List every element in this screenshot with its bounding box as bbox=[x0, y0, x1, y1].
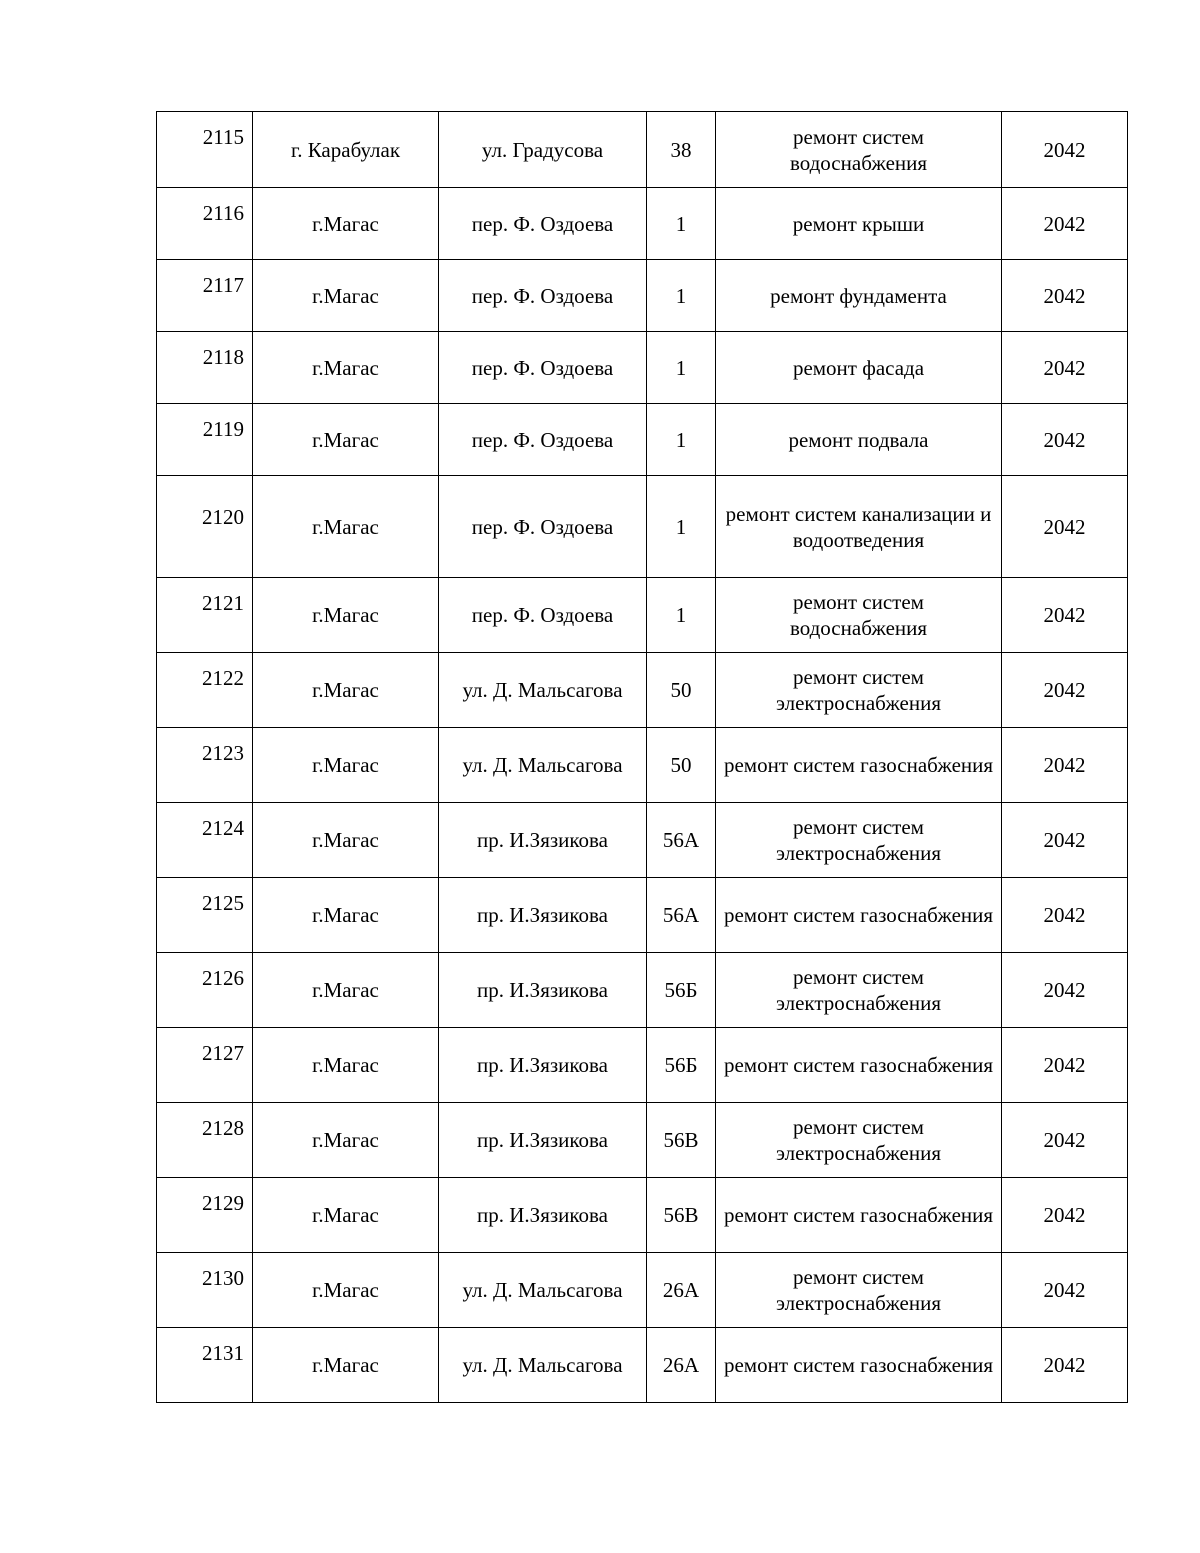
year-cell: 2042 bbox=[1002, 803, 1128, 878]
table-row bbox=[157, 1328, 1128, 1403]
work-type-cell: ремонт систем электроснабжения bbox=[716, 803, 1002, 878]
street-cell: ул. Д. Мальсагова bbox=[439, 728, 647, 803]
table-row bbox=[157, 1103, 1128, 1178]
table-row bbox=[157, 953, 1128, 1028]
work-type-cell: ремонт систем электроснабжения bbox=[716, 1103, 1002, 1178]
house-cell: 56Б bbox=[647, 1028, 716, 1103]
row-number: 2115 bbox=[157, 112, 253, 188]
row-number: 2126 bbox=[157, 953, 253, 1028]
table-row bbox=[157, 260, 1128, 332]
table-body bbox=[157, 112, 1128, 1403]
table-row bbox=[157, 476, 1128, 578]
street-cell: пер. Ф. Оздоева bbox=[439, 260, 647, 332]
house-cell: 56А bbox=[647, 878, 716, 953]
year-cell: 2042 bbox=[1002, 953, 1128, 1028]
house-cell: 1 bbox=[647, 188, 716, 260]
city-cell: г.Магас bbox=[253, 188, 439, 260]
city-cell: г.Магас bbox=[253, 1253, 439, 1328]
table-row bbox=[157, 1253, 1128, 1328]
work-type-cell: ремонт систем газоснабжения bbox=[716, 1328, 1002, 1403]
row-number: 2116 bbox=[157, 188, 253, 260]
row-number: 2131 bbox=[157, 1328, 253, 1403]
year-cell: 2042 bbox=[1002, 1328, 1128, 1403]
table-row bbox=[157, 578, 1128, 653]
row-number: 2118 bbox=[157, 332, 253, 404]
house-cell: 56А bbox=[647, 803, 716, 878]
house-cell: 26А bbox=[647, 1328, 716, 1403]
row-number: 2129 bbox=[157, 1178, 253, 1253]
year-cell: 2042 bbox=[1002, 578, 1128, 653]
work-type-cell: ремонт систем канализации и водоотведения bbox=[716, 476, 1002, 578]
work-type-cell: ремонт фундамента bbox=[716, 260, 1002, 332]
street-cell: пр. И.Зязикова bbox=[439, 1178, 647, 1253]
work-type-cell: ремонт крыши bbox=[716, 188, 1002, 260]
year-cell: 2042 bbox=[1002, 188, 1128, 260]
table-row bbox=[157, 1028, 1128, 1103]
work-type-cell: ремонт подвала bbox=[716, 404, 1002, 476]
city-cell: г.Магас bbox=[253, 803, 439, 878]
city-cell: г. Карабулак bbox=[253, 112, 439, 188]
row-number: 2127 bbox=[157, 1028, 253, 1103]
city-cell: г.Магас bbox=[253, 1103, 439, 1178]
house-cell: 1 bbox=[647, 332, 716, 404]
work-type-cell: ремонт систем газоснабжения bbox=[716, 878, 1002, 953]
table-row bbox=[157, 803, 1128, 878]
table-row bbox=[157, 188, 1128, 260]
street-cell: пер. Ф. Оздоева bbox=[439, 188, 647, 260]
row-number: 2122 bbox=[157, 653, 253, 728]
house-cell: 56Б bbox=[647, 953, 716, 1028]
row-number: 2125 bbox=[157, 878, 253, 953]
row-number: 2130 bbox=[157, 1253, 253, 1328]
year-cell: 2042 bbox=[1002, 728, 1128, 803]
year-cell: 2042 bbox=[1002, 1178, 1128, 1253]
city-cell: г.Магас bbox=[253, 878, 439, 953]
city-cell: г.Магас bbox=[253, 578, 439, 653]
table-row bbox=[157, 112, 1128, 188]
house-cell: 56В bbox=[647, 1103, 716, 1178]
street-cell: пер. Ф. Оздоева bbox=[439, 476, 647, 578]
street-cell: пр. И.Зязикова bbox=[439, 878, 647, 953]
table-row bbox=[157, 332, 1128, 404]
house-cell: 56В bbox=[647, 1178, 716, 1253]
row-number: 2117 bbox=[157, 260, 253, 332]
work-type-cell: ремонт систем электроснабжения bbox=[716, 953, 1002, 1028]
street-cell: ул. Д. Мальсагова bbox=[439, 1328, 647, 1403]
work-type-cell: ремонт систем газоснабжения bbox=[716, 1028, 1002, 1103]
year-cell: 2042 bbox=[1002, 653, 1128, 728]
table-row bbox=[157, 728, 1128, 803]
row-number: 2121 bbox=[157, 578, 253, 653]
house-cell: 1 bbox=[647, 260, 716, 332]
table-row bbox=[157, 653, 1128, 728]
repair-schedule-table bbox=[156, 111, 1128, 1403]
work-type-cell: ремонт систем электроснабжения bbox=[716, 1253, 1002, 1328]
city-cell: г.Магас bbox=[253, 1178, 439, 1253]
house-cell: 26А bbox=[647, 1253, 716, 1328]
house-cell: 50 bbox=[647, 728, 716, 803]
city-cell: г.Магас bbox=[253, 653, 439, 728]
work-type-cell: ремонт систем водоснабжения bbox=[716, 112, 1002, 188]
year-cell: 2042 bbox=[1002, 476, 1128, 578]
city-cell: г.Магас bbox=[253, 1028, 439, 1103]
city-cell: г.Магас bbox=[253, 476, 439, 578]
city-cell: г.Магас bbox=[253, 728, 439, 803]
year-cell: 2042 bbox=[1002, 404, 1128, 476]
work-type-cell: ремонт систем водоснабжения bbox=[716, 578, 1002, 653]
row-number: 2119 bbox=[157, 404, 253, 476]
row-number: 2120 bbox=[157, 476, 253, 578]
row-number: 2123 bbox=[157, 728, 253, 803]
year-cell: 2042 bbox=[1002, 1103, 1128, 1178]
house-cell: 38 bbox=[647, 112, 716, 188]
city-cell: г.Магас bbox=[253, 260, 439, 332]
work-type-cell: ремонт фасада bbox=[716, 332, 1002, 404]
year-cell: 2042 bbox=[1002, 1253, 1128, 1328]
work-type-cell: ремонт систем газоснабжения bbox=[716, 728, 1002, 803]
street-cell: пер. Ф. Оздоева bbox=[439, 578, 647, 653]
house-cell: 1 bbox=[647, 404, 716, 476]
year-cell: 2042 bbox=[1002, 112, 1128, 188]
house-cell: 50 bbox=[647, 653, 716, 728]
row-number: 2128 bbox=[157, 1103, 253, 1178]
street-cell: пер. Ф. Оздоева bbox=[439, 332, 647, 404]
street-cell: пр. И.Зязикова bbox=[439, 953, 647, 1028]
house-cell: 1 bbox=[647, 476, 716, 578]
row-number: 2124 bbox=[157, 803, 253, 878]
street-cell: пр. И.Зязикова bbox=[439, 1103, 647, 1178]
year-cell: 2042 bbox=[1002, 878, 1128, 953]
street-cell: ул. Д. Мальсагова bbox=[439, 653, 647, 728]
city-cell: г.Магас bbox=[253, 404, 439, 476]
year-cell: 2042 bbox=[1002, 332, 1128, 404]
table-row bbox=[157, 1178, 1128, 1253]
street-cell: пр. И.Зязикова bbox=[439, 803, 647, 878]
street-cell: ул. Градусова bbox=[439, 112, 647, 188]
street-cell: пер. Ф. Оздоева bbox=[439, 404, 647, 476]
work-type-cell: ремонт систем газоснабжения bbox=[716, 1178, 1002, 1253]
street-cell: пр. И.Зязикова bbox=[439, 1028, 647, 1103]
work-type-cell: ремонт систем электроснабжения bbox=[716, 653, 1002, 728]
city-cell: г.Магас bbox=[253, 953, 439, 1028]
year-cell: 2042 bbox=[1002, 260, 1128, 332]
city-cell: г.Магас bbox=[253, 332, 439, 404]
city-cell: г.Магас bbox=[253, 1328, 439, 1403]
year-cell: 2042 bbox=[1002, 1028, 1128, 1103]
table-row bbox=[157, 878, 1128, 953]
house-cell: 1 bbox=[647, 578, 716, 653]
table-row bbox=[157, 404, 1128, 476]
street-cell: ул. Д. Мальсагова bbox=[439, 1253, 647, 1328]
